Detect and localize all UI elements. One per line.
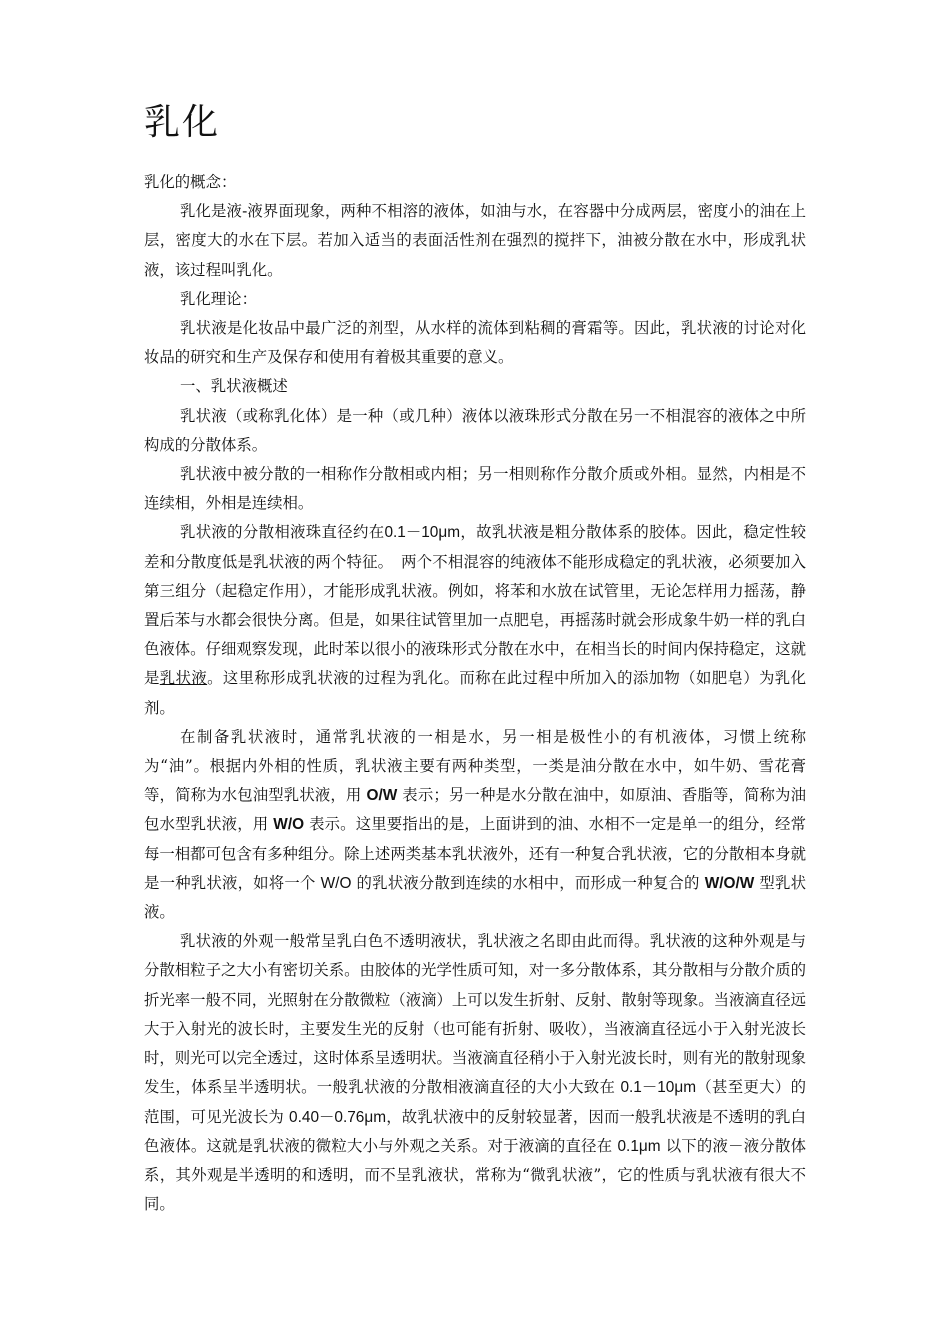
paragraph: 乳化的概念： — [144, 173, 237, 191]
text-run: 表示。这里要指出的是，上面讲到的油、水相不一定是单一的组分，经常每一相都可包含有多种组分。除上述两类基本乳状液外，还有一种复合乳状液，它的分散相本身就是一种乳状液，如将一个 — [144, 815, 806, 892]
document-title: 乳化 — [144, 102, 221, 143]
section-heading: 一、乳状液概述 — [180, 377, 288, 396]
section-heading: 乳化理论： — [180, 289, 257, 308]
text-run: 以下的液－液分散体系，其外观是半透明的和透明，而不呈乳液状，常称为“微乳状液”，它的性质与乳状液有很大不同。 — [144, 1136, 806, 1214]
text-run: 在制备乳状液时，通常乳状液的一相是水，另一相是极性小的有机液体，习惯上统称为“油”。根据内外相的性质，乳状液主要有两种类型，一类是油分散在水中，如牛奶、雪花膏等，简称为水包油型乳状液，用 — [144, 727, 806, 805]
paragraph: 乳状液中被分散的一相称作分散相或内相；另一相则称作分散介质或外相。显然，内相是不连续相，外相是连续相。 — [144, 465, 806, 513]
text-run: 0.40－0.76μm — [289, 1108, 387, 1126]
text-run: 乳状液的分散相液珠直径约在 — [180, 523, 385, 542]
text-run: W/O — [273, 816, 305, 834]
text-run: 0.1－10μm — [384, 524, 461, 542]
text-run: ，故乳状液中的反射较显著，因而一般乳状液是不透明的乳白色液体。这就是乳状液的微粒大小与外观之关系。对于液滴的直径在 — [144, 1107, 806, 1155]
text-run: （甚至更大）的范围，可见光波长为 — [144, 1078, 806, 1126]
text-run: 的乳状液分散到连续的水相中，而形成一种复合的 — [351, 873, 705, 892]
text-run: W/O — [320, 874, 352, 892]
paragraph — [144, 723, 806, 927]
text-run: 表示；另一种是水分散在油中，如原油、香脂等，简称为油包水型乳状液，用 — [144, 786, 806, 834]
paragraph — [144, 927, 806, 1219]
text-run: 。这里称形成乳状液的过程为乳化。而称在此过程中所加入的添加物（如肥皂）为乳化剂。 — [144, 669, 806, 717]
text-run: O/W — [366, 787, 398, 805]
text-run: 乳状液的外观一般常呈乳白色不透明液状，乳状液之名即由此而得。乳状液的这种外观是与分散相粒子之大小有密切关系。由胶体的光学性质可知，对一多分散体系，其分散相与分散介质的折光率一般不同，光照射在分散微粒（液滴）上可以发生折射、反射、散射等现象。当液滴直径远大于入射光的波长时，主要发生光的反射（也可能有折射、吸收），当液滴直径远小于入射光波长时，则光可以完全透过，这时体系呈透明状。当液滴直径稍小于入射光波长时，则有光的散射现象发生，体系呈半透明状。一般乳状液的分散相液滴直径的大小大致在 — [144, 932, 806, 1097]
text-run: 0.1－10μm — [620, 1079, 697, 1097]
text-run: 0.1μm — [617, 1137, 661, 1155]
document-body — [144, 168, 806, 1219]
text-run: ，故乳状液是粗分散体系的胶体。因此，稳定性较差和分散度低是乳状液的两个特征。 两个不相混容的纯液体不能形成稳定的乳状液，必须要加入第三组分（起稳定作用），才能形成乳状液。例如，将苯和水放在试管里，无论怎样用力摇荡，静置后苯与水都会很快分离。但是，如果往试管里加一点肥皂，再摇荡时就会形成象牛奶一样的乳白色液体。仔细观察发现，此时苯以很小的液珠形式分散在水中，在相当长的时间内保持稳定，这就是 — [144, 523, 806, 688]
paragraph — [144, 518, 806, 722]
paragraph: 乳状液是化妆品中最广泛的剂型，从水样的流体到粘稠的膏霜等。因此，乳状液的讨论对化妆品的研究和生产及保存和使用有着极其重要的意义。 — [144, 319, 806, 367]
emulsion-link[interactable]: 乳状液 — [159, 669, 208, 688]
text-run: 型乳状液。 — [144, 873, 806, 922]
paragraph: 乳化是液-液界面现象，两种不相溶的液体，如油与水，在容器中分成两层，密度小的油在上层，密度大的水在下层。若加入适当的表面活性剂在强烈的搅拌下，油被分散在水中，形成乳状液，该过程叫乳化。 — [144, 202, 806, 279]
paragraph: 乳状液（或称乳化体）是一种（或几种）液体以液珠形式分散在另一不相混容的液体之中所构成的分散体系。 — [144, 406, 806, 454]
text-run: W/O/W — [704, 874, 755, 892]
